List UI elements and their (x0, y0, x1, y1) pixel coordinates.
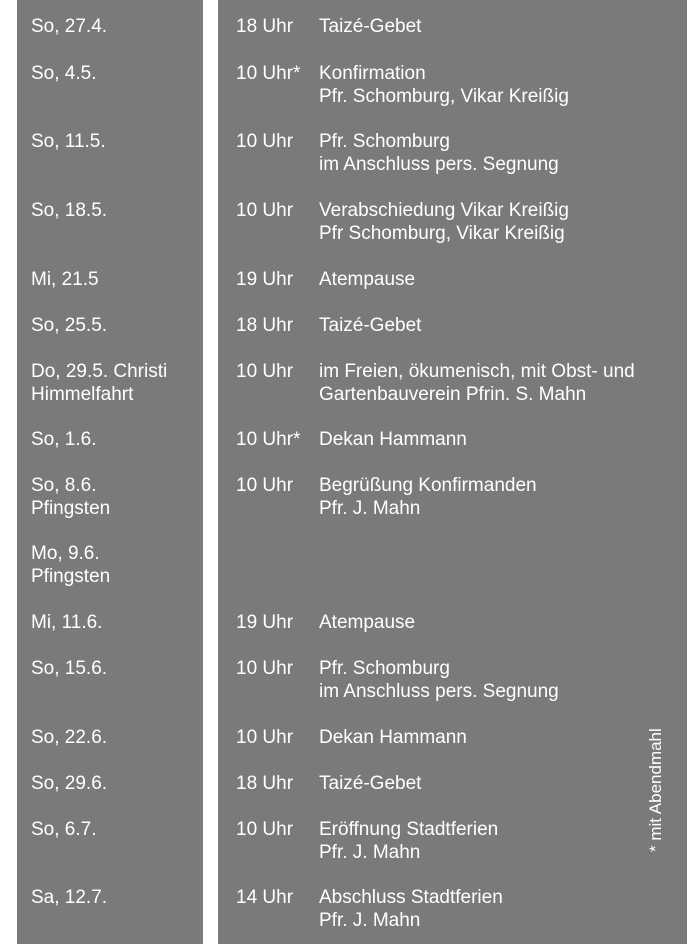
service-event-line: Dekan Hammann (319, 727, 467, 748)
service-event-line: Konfirmation (319, 63, 426, 84)
service-event-line: Eröffnung Stadtferien (319, 819, 499, 840)
service-event-line: Dekan Hammann (319, 429, 467, 450)
service-event (319, 428, 679, 451)
service-event-line: Taizé-Gebet (319, 16, 422, 37)
service-event (319, 199, 679, 245)
service-time: 10 Uhr (236, 658, 294, 679)
service-time: 10 Uhr (236, 819, 294, 840)
service-date (31, 611, 201, 634)
service-event-line: Taizé-Gebet (319, 773, 422, 794)
service-date (31, 62, 201, 85)
service-date-line: Sa, 12.7. (31, 887, 108, 908)
service-date (31, 886, 201, 909)
service-event (319, 474, 679, 520)
service-event (319, 611, 679, 634)
service-date-line: Mi, 11.6. (31, 612, 103, 633)
service-time: 19 Uhr (236, 269, 294, 290)
service-date-line: So, 1.6. (31, 429, 97, 450)
service-date-line: Pfingsten (31, 498, 111, 519)
service-date (31, 15, 201, 38)
service-event-line: Pfr. J. Mahn (319, 842, 421, 863)
service-time: 10 Uhr (236, 727, 294, 748)
service-date (31, 818, 201, 841)
service-date-line: So, 11.5. (31, 131, 106, 152)
service-date-line: Mi, 21.5 (31, 269, 99, 290)
service-date (31, 360, 201, 406)
service-event-line: Gartenbauverein Pfrin. S. Mahn (319, 384, 587, 405)
service-event-line: Pfr. J. Mahn (319, 910, 421, 931)
service-date-line: So, 22.6. (31, 727, 108, 748)
service-time: 18 Uhr (236, 773, 294, 794)
service-time: 19 Uhr (236, 612, 294, 633)
service-time: 14 Uhr (236, 887, 294, 908)
service-event (319, 818, 679, 864)
service-event (319, 886, 679, 932)
service-date (31, 428, 201, 451)
service-event-line: Atempause (319, 269, 416, 290)
service-date-line: So, 6.7. (31, 819, 97, 840)
service-event-line: Abschluss Stadtferien (319, 887, 503, 908)
service-event (319, 360, 679, 406)
service-date (31, 314, 201, 337)
service-event (319, 15, 679, 38)
service-event-line: im Anschluss pers. Segnung (319, 154, 559, 175)
service-event (319, 314, 679, 337)
service-date-line: So, 27.4. (31, 16, 108, 37)
service-date-line: So, 18.5. (31, 200, 108, 221)
service-time: 18 Uhr (236, 16, 294, 37)
service-event (319, 657, 679, 703)
service-event (319, 268, 679, 291)
service-event-line: Begrüßung Konfirmanden (319, 475, 537, 496)
service-date-line: So, 15.6. (31, 658, 108, 679)
service-time: 10 Uhr* (236, 429, 301, 450)
service-event-line: Pfr. Schomburg (319, 131, 450, 152)
service-date-line: So, 29.6. (31, 773, 108, 794)
service-date (31, 199, 201, 222)
service-date-line: Pfingsten (31, 566, 111, 587)
service-date-line: So, 25.5. (31, 315, 108, 336)
service-time: 10 Uhr (236, 475, 294, 496)
service-event (319, 726, 679, 749)
service-event (319, 772, 679, 795)
service-event-line: Pfr. J. Mahn (319, 498, 421, 519)
service-time: 10 Uhr (236, 200, 294, 221)
footnote-abendmahl: * mit Abendmahl (646, 728, 665, 852)
service-time: 10 Uhr (236, 361, 294, 382)
service-date (31, 542, 201, 588)
service-event (319, 62, 679, 108)
service-event-line: Pfr. Schomburg (319, 658, 450, 679)
service-date (31, 772, 201, 795)
service-date-line: So, 4.5. (31, 63, 97, 84)
service-event-line: Atempause (319, 612, 416, 633)
service-date (31, 726, 201, 749)
service-event-line: Verabschiedung Vikar Kreißig (319, 200, 569, 221)
service-date (31, 268, 201, 291)
service-event (319, 130, 679, 176)
service-time: 18 Uhr (236, 315, 294, 336)
service-event-line: Taizé-Gebet (319, 315, 422, 336)
service-date (31, 130, 201, 153)
service-date-line: Do, 29.5. Christi (31, 361, 168, 382)
service-date-line: Himmelfahrt (31, 384, 134, 405)
service-event-line: im Anschluss pers. Segnung (319, 681, 559, 702)
service-time: 10 Uhr* (236, 63, 301, 84)
service-date (31, 474, 201, 520)
service-event-line: Pfr. Schomburg, Vikar Kreißig (319, 86, 569, 107)
service-date (31, 657, 201, 680)
service-event-line: Pfr Schomburg, Vikar Kreißig (319, 223, 565, 244)
service-time: 10 Uhr (236, 131, 294, 152)
service-date-line: Mo, 9.6. (31, 543, 100, 564)
service-date-line: So, 8.6. (31, 475, 97, 496)
service-event-line: im Freien, ökumenisch, mit Obst- und (319, 361, 635, 382)
